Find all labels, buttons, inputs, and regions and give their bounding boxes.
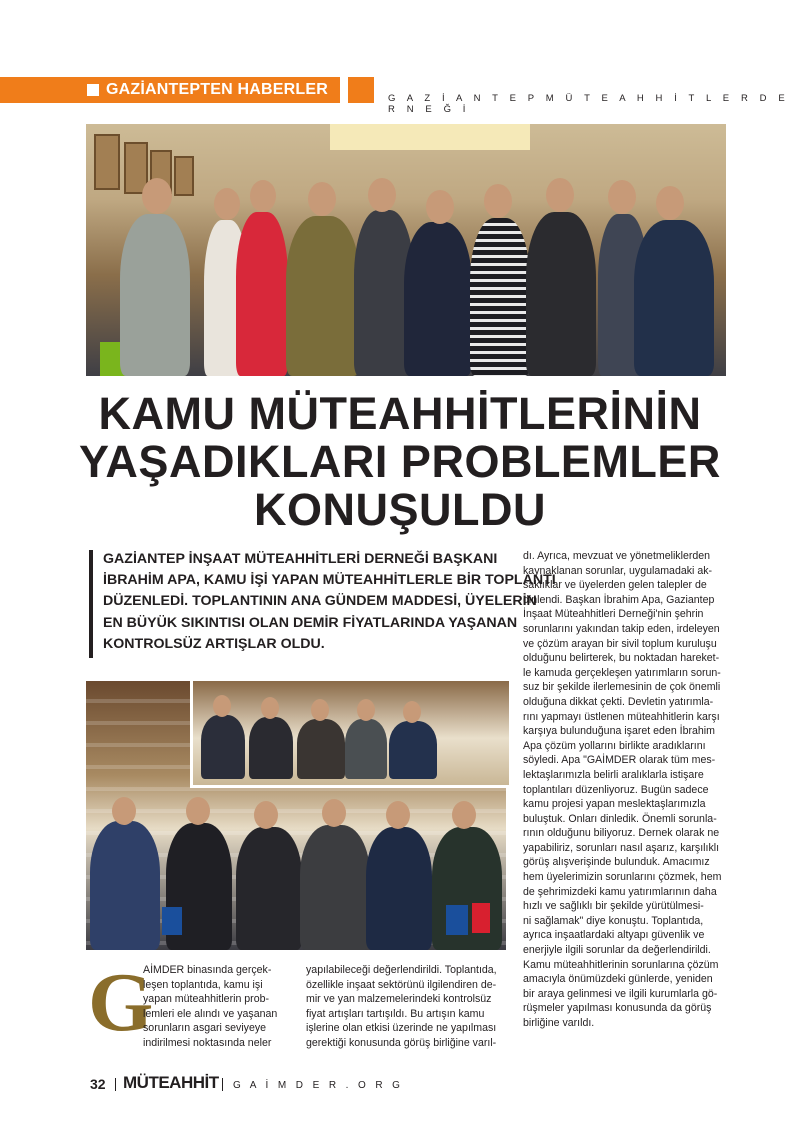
person-head: [546, 178, 574, 212]
header-accent-block: [348, 77, 374, 103]
person-head: [368, 178, 396, 212]
person-head: [403, 701, 421, 723]
body-line: dı. Ayrıca, mevzuat ve yönetmeliklerden: [523, 550, 711, 562]
body-line: lektaşlarımızla belirli aralıklarla istişare: [523, 768, 704, 781]
footer-divider: [222, 1078, 223, 1091]
body-line: saklıklar ve üyelerden gelen talepler de: [523, 579, 707, 592]
drop-cap: G: [88, 956, 154, 1049]
body-line: lemleri ele alındı ve yaşanan: [143, 1007, 278, 1020]
person: [236, 827, 302, 950]
person: [300, 825, 370, 950]
body-line: sorunların asgari seviyeye: [143, 1022, 267, 1035]
body-line: olduğunu belirterek, bu noktadan hareket-: [523, 652, 720, 665]
body-line: hızlı ve sağlıklı bir şekilde yürütülmesi-: [523, 900, 704, 913]
person-head: [142, 178, 172, 214]
title-line: KAMU MÜTEAHHİTLERİNİN: [98, 388, 702, 439]
body-line: AİMDER binasında gerçek-: [143, 964, 272, 976]
body-line: indirilmesi noktasında neler: [143, 1036, 272, 1049]
meeting-inset-photo: [190, 681, 509, 788]
body-line: de şehrimizdeki kamu yatırımlarının daha: [523, 885, 717, 898]
flag: [162, 907, 182, 935]
title-line: YAŞADIKLARI PROBLEMLER: [79, 436, 721, 487]
body-line: fiyat artışları tartışıldı. Bu artışın kamu: [306, 1007, 485, 1020]
body-line: ayrıca inşaatlardaki altyapı güvenlik ve: [523, 929, 705, 942]
lead-line: DÜZENLEDİ. TOPLANTININ ANA GÜNDEM MADDESİ, ÜYELERİN: [103, 593, 537, 610]
body-line: İnşaat Müteahhitleri Derneği'nin şehrin: [523, 608, 704, 621]
person: [286, 216, 360, 376]
person: [297, 719, 345, 779]
footer-divider: [115, 1078, 116, 1091]
body-line: Apa çözüm yollarını birlikte aradıklarını: [523, 739, 706, 752]
person-head: [250, 180, 276, 212]
body-line: ve çözüm arayan bir sivil toplum kuruluşu: [523, 637, 717, 650]
lead-line: KONTROLSÜZ ARTIŞLAR OLDU.: [103, 635, 325, 652]
person-head: [452, 801, 476, 829]
person: [120, 214, 190, 376]
lead-rule: [89, 550, 93, 658]
person: [404, 222, 472, 376]
body-line: ni sağlamak" diye konuştu. Toplantıda,: [523, 914, 704, 927]
flag: [472, 903, 490, 933]
body-line: suz bir şekilde ilerlemesinin de çok önemli: [523, 681, 721, 694]
body-column-1: [143, 963, 277, 1051]
body-line: kaynaklanan sorunlar, uygulamadaki ak-: [523, 564, 713, 577]
person-head: [214, 188, 240, 220]
article-title: [60, 390, 740, 534]
person-head: [213, 695, 231, 717]
person-head: [656, 186, 684, 220]
body-line: söyledi. Apa "GAİMDER olarak tüm mes-: [523, 754, 716, 767]
person: [389, 721, 437, 779]
lead-paragraph: [103, 549, 556, 655]
website-link[interactable]: G A İ M D E R . O R G: [233, 1080, 404, 1091]
lead-line: EN BÜYÜK SIKINTISI OLAN DEMİR FİYATLARINDA YAŞANAN: [103, 614, 518, 631]
person-head: [386, 801, 410, 829]
person: [201, 715, 245, 779]
person-head: [322, 799, 346, 827]
body-line: leşen toplantıda, kamu işi: [143, 978, 263, 991]
body-line: karşıya bulunduğuna işaret eden İbrahim: [523, 725, 715, 738]
body-line: yapan müteahhitlerin prob-: [143, 993, 270, 1006]
organization-name: G A Z İ A N T E P M Ü T E A H H İ T L E R D E R N E Ğ İ: [388, 93, 790, 115]
magazine-brand: MÜTEAHHİT: [123, 1073, 219, 1092]
body-line: dinlendi. Başkan İbrahim Apa, Gaziantep: [523, 593, 715, 606]
person-head: [311, 699, 329, 721]
person-head: [261, 697, 279, 719]
body-line: Kamu müteahhitlerinin sorunlarına çözüm: [523, 958, 719, 971]
body-line: enerjiyle ilgili sorunlar da değerlendirildi.: [523, 944, 711, 957]
person: [634, 220, 714, 376]
lead-line: İBRAHİM APA, KAMU İŞİ YAPAN MÜTEAHHİTLERLE BİR TOPLANTI: [103, 572, 556, 589]
person-head: [608, 180, 636, 214]
body-line: bir araya gelinmesi ve ilgili kurumlarla gö-: [523, 987, 718, 1000]
person-head: [308, 182, 336, 216]
flag: [446, 905, 468, 935]
page-number: 32: [90, 1076, 106, 1092]
body-line: rüşmeler yapılması konusunda da görüş: [523, 1002, 712, 1015]
body-line: yapabiliriz, sorunları nasıl aşarız, karşılıklı: [523, 841, 720, 854]
body-line: kamu projesi yapan meslektaşlarımızla: [523, 798, 706, 811]
person: [470, 218, 530, 376]
person: [345, 719, 387, 779]
person-head: [426, 190, 454, 224]
group-photo: [86, 124, 726, 376]
body-line: gerektiği konusunda görüş birliğine varıl-: [306, 1036, 497, 1049]
body-line: birliğine varıldı.: [523, 1017, 595, 1029]
body-line: toplantıları düzenliyoruz. Bugün sadece: [523, 783, 709, 796]
person-head: [484, 184, 512, 218]
body-line: sorunlarını yakından takip eden, irdeleyen: [523, 622, 720, 635]
lead-line: GAZİANTEP İNŞAAT MÜTEAHHİTLERİ DERNEĞİ BAŞKANI: [103, 551, 498, 567]
body-line: görüş alışverişinde bulunduk. Amacımız: [523, 856, 710, 869]
title-line: KONUŞULDU: [254, 484, 546, 535]
body-line: yapılabileceği değerlendirildi. Toplantıda,: [306, 964, 497, 976]
body-line: rını yapmayı üstlenen müteahhitlerin karşı: [523, 710, 720, 723]
body-line: özellikle inşaat sektörünü ilgilendiren de-: [306, 978, 497, 991]
person-head: [186, 797, 210, 825]
body-line: le kamuda gerçekleşen yatırımların sorun-: [523, 666, 721, 679]
wall-frame: [174, 156, 194, 196]
body-line: mir ve yan malzemelerindeki kontrolsüz: [306, 993, 492, 1006]
square-bullet-icon: [87, 84, 99, 96]
body-column-3: [523, 549, 721, 1031]
body-line: olduğuna dikkat çekti. Devletin yatırımla-: [523, 695, 714, 708]
person-head: [357, 699, 375, 721]
person-head: [254, 801, 278, 829]
body-column-2: [306, 963, 497, 1051]
body-line: amacıyla önümüzdeki günlerde, yeniden: [523, 973, 713, 986]
person: [366, 827, 432, 950]
section-title: GAZİANTEPTEN HABERLER: [106, 81, 328, 98]
person: [249, 717, 293, 779]
person: [526, 212, 596, 376]
person: [90, 821, 160, 950]
body-line: hem üyelerimizin sorunlarını çözmek, hem: [523, 871, 722, 884]
body-line: rının olduğunu biliyoruz. Dernek olarak ne: [523, 827, 720, 840]
wall-frame: [94, 134, 120, 190]
body-line: buluştuk. Onları dinledik. Önemli sorunla-: [523, 812, 717, 825]
person: [236, 212, 288, 376]
person-head: [112, 797, 136, 825]
body-line: işlerine olan etkisi üzerinde ne yapılması: [306, 1022, 497, 1035]
ceiling-light: [330, 124, 530, 150]
